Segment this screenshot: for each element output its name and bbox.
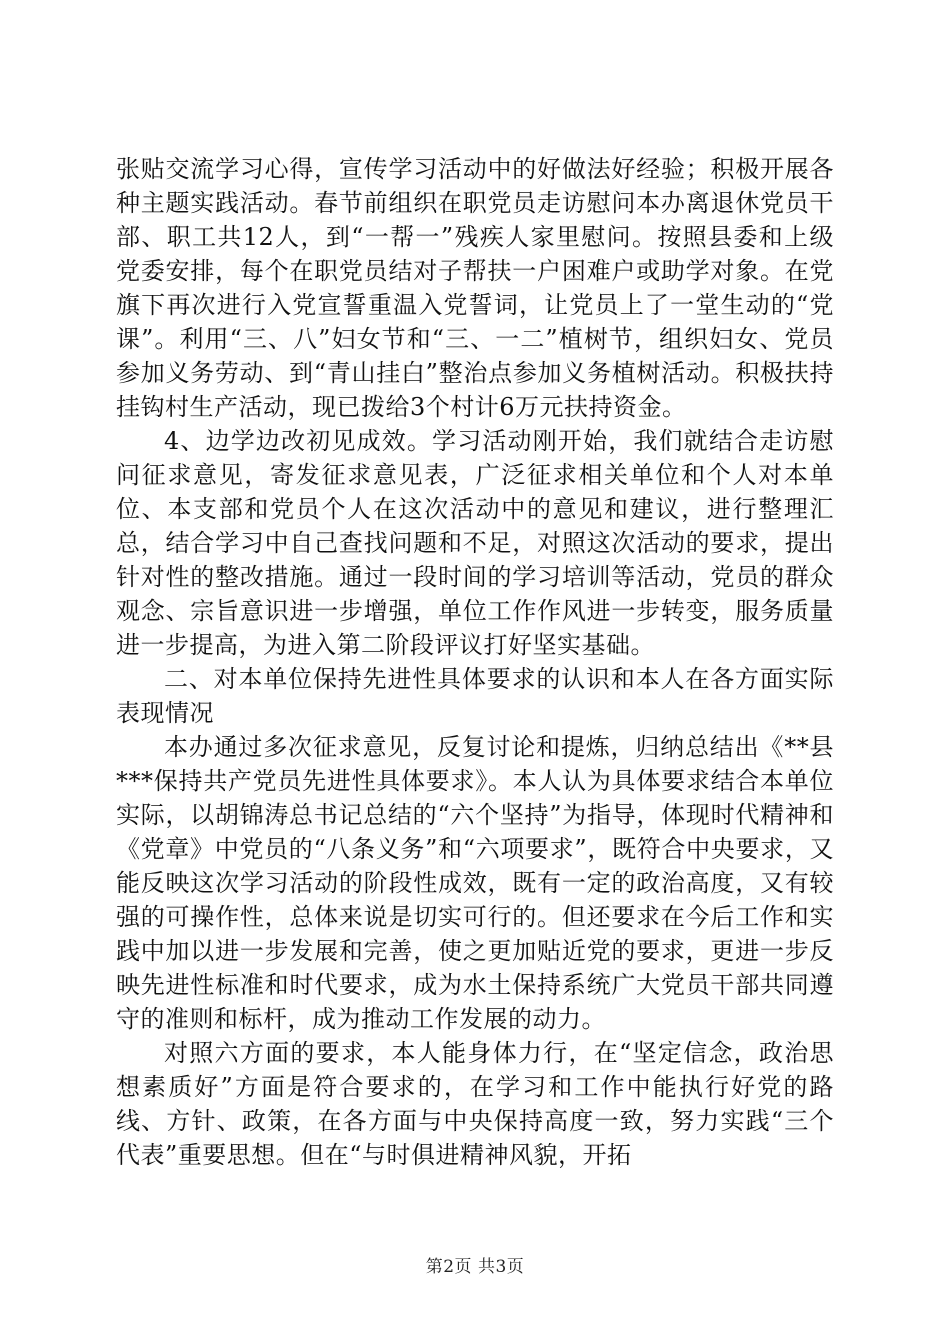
section-heading-2: 二、对本单位保持先进性具体要求的认识和本人在各方面实际表现情况 bbox=[116, 665, 834, 727]
document-body bbox=[116, 152, 834, 1172]
paragraph-rectification: 4、边学边改初见成效。学习活动刚开始，我们就结合走访慰问征求意见，寄发征求意见表，广泛征求相关单位和个人对本单位、本支部和党员个人在这次活动中的意见和建议，进行整理汇总，结合学习中自己查找问题和不足，对照这次活动的要求，提出针对性的整改措施。通过一段时间的学习培训等活动，党员的群众观念、宗旨意识进一步增强，单位工作作风进一步转变，服务质量进一步提高，为进入第二阶段评议打好坚实基础。 bbox=[116, 427, 834, 659]
paragraph-self-assessment: 对照六方面的要求，本人能身体力行，在“坚定信念，政治思想素质好”方面是符合要求的，在学习和工作中能执行好党的路线、方针、政策，在各方面与中央保持高度一致，努力实践“三个代表”重要思想。但在“与时俱进精神风貌，开拓 bbox=[116, 1039, 834, 1169]
paragraph-requirements: 本办通过多次征求意见，反复讨论和提炼，归纳总结出《**县***保持共产党员先进性具体要求》。本人认为具体要求结合本单位实际，以胡锦涛总书记总结的“六个坚持”为指导，体现时代精神和《党章》中党员的“八条义务”和“六项要求”，既符合中央要求，又能反映这次学习活动的阶段性成效，既有一定的政治高度，又有较强的可操作性，总体来说是切实可行的。但还要求在今后工作和实践中加以进一步发展和完善，使之更加贴近党的要求，更进一步反映先进性标准和时代要求，成为水土保持系统广大党员干部共同遵守的准则和标杆，成为推动工作发展的动力。 bbox=[116, 733, 834, 1033]
page-number-footer: 第2页 共3页 bbox=[425, 1257, 525, 1277]
paragraph-activities: 张贴交流学习心得，宣传学习活动中的好做法好经验；积极开展各种主题实践活动。春节前组织在职党员走访慰问本办离退休党员干部、职工共12人，到“一帮一”残疾人家里慰问。按照县委和上级党委安排，每个在职党员结对子帮扶一户困难户或助学对象。在党旗下再次进行入党宣誓重温入党誓词，让党员上了一堂生动的“党课”。利用“三、八”妇女节和“三、一二”植树节，组织妇女、党员参加义务劳动、到“青山挂白”整治点参加义务植树活动。积极扶持挂钩村生产活动，现已拨给3个村计6万元扶持资金。 bbox=[116, 155, 834, 421]
